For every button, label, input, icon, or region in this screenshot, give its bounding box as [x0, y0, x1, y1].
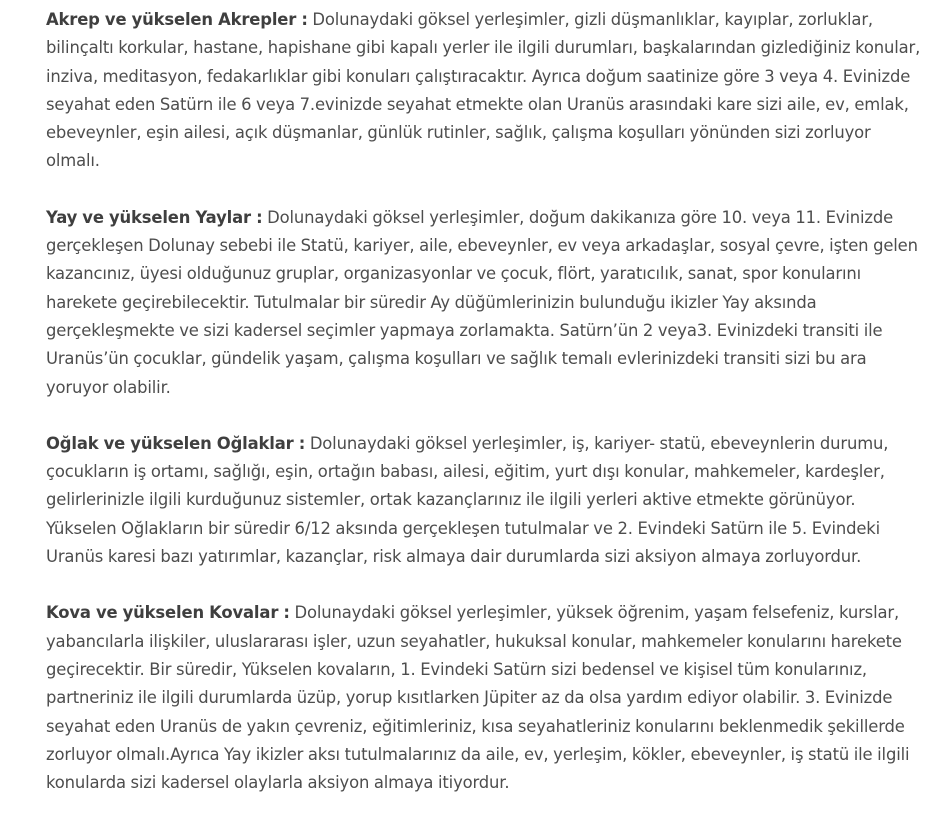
section-body-oglak: Dolunaydaki göksel yerleşimler, iş, kariyer- statü, ebeveynlerin durumu, çocukların iş ortamı, sağlığı, eşin, ortağın babası, ailesi, eğitim, yurt dışı konular, mahkemeler, kardeşler, gelirlerinizle ilgili kurduğunuz sistemler, ortak kazançlarınız ile ilgili yerleri aktive etmekte görünüyor. Yükselen Oğlakların bir süredir 6/12 aksında gerçekleşen tutulmalar ve 2. Evindeki Satürn ile 5. Evindeki Uranüs karesi bazı yatırımlar, kazançlar, risk almaya dair durumlarda sizi aksiyon almaya zorluyordur.	[46, 433, 889, 567]
section-body-yay: Dolunaydaki göksel yerleşimler, doğum dakikanıza göre 10. veya 11. Evinizde gerçekleşen Dolunay sebebi ile Statü, kariyer, aile, ebeveynler, ev veya arkadaşlar, sosyal çevre, işten gelen kazancınız, üyesi olduğunuz gruplar, organizasyonlar ve çocuk, flört, yaratıcılık, sanat, spor konularını harekete geçirebilecektir. Tutulmalar bir süredir Ay düğümlerinizin bulunduğu ikizler Yay aksında gerçekleşmekte ve sizi kadersel seçimler yapmaya zorlamakta. Satürn’ün 2 veya3. Evinizdeki transiti ile Uranüs’ün çocuklar, gündelik yaşam, çalışma koşulları ve sağlık temalı evlerinizdeki transiti sizi bu ara yoruyor olabilir.	[46, 207, 918, 397]
section-heading-akrep: Akrep ve yükselen Akrepler :	[46, 10, 308, 29]
section-body-akrep: Dolunaydaki göksel yerleşimler, gizli düşmanlıklar, kayıplar, zorluklar, bilinçaltı korkular, hastane, hapishane gibi kapalı yerler ile ilgili durumları, başkalarından gizlediğiniz konular, inziva, meditasyon, fedakarlıklar gibi konuları çalıştıracaktır. Ayrıca doğum saatinize göre 3 veya 4. Evinizde seyahat eden Satürn ile 6 veya 7.evinizde seyahat etmekte olan Uranüs arasındaki kare sizi aile, ev, emlak, ebeveynler, eşin ailesi, açık düşmanlar, günlük rutinler, sağlık, çalışma koşulları yönünden sizi zorluyor olmalı.	[46, 10, 921, 171]
section-kova	[46, 599, 941, 797]
section-heading-yay: Yay ve yükselen Yaylar :	[46, 207, 263, 227]
section-oglak	[46, 430, 941, 571]
section-body-kova: Dolunaydaki göksel yerleşimler, yüksek öğrenim, yaşam felsefeniz, kurslar, yabancılarla ilişkiler, uluslararası işler, uzun seyahatler, hukuksal konular, mahkemeler konularını harekete geçirecektir. Bir süredir, Yükselen kovaların, 1. Evindeki Satürn sizi bedensel ve kişisel tüm konularınız, partneriniz ile ilgili durumlarda üzüp, yorup kısıtlarken Jüpiter az da olsa yardım ediyor olabilir. 3. Evinizde seyahat eden Uranüs de yakın çevreniz, eğitimleriniz, kısa seyahatleriniz konularını beklenmedik şekillerde zorluyor olmalı.Ayrıca Yay ikizler aksı tutulmalarınız da aile, ev, yerleşim, kökler, ebeveynler, iş statü ile ilgili konularda sizi kadersel olaylarla aksiyon almaya itiyordur.	[46, 603, 910, 793]
section-akrep	[46, 6, 941, 176]
section-heading-oglak: Oğlak ve yükselen Oğlaklar :	[46, 433, 306, 453]
section-yay	[46, 204, 941, 402]
section-heading-kova: Kova ve yükselen Kovalar :	[46, 603, 290, 623]
